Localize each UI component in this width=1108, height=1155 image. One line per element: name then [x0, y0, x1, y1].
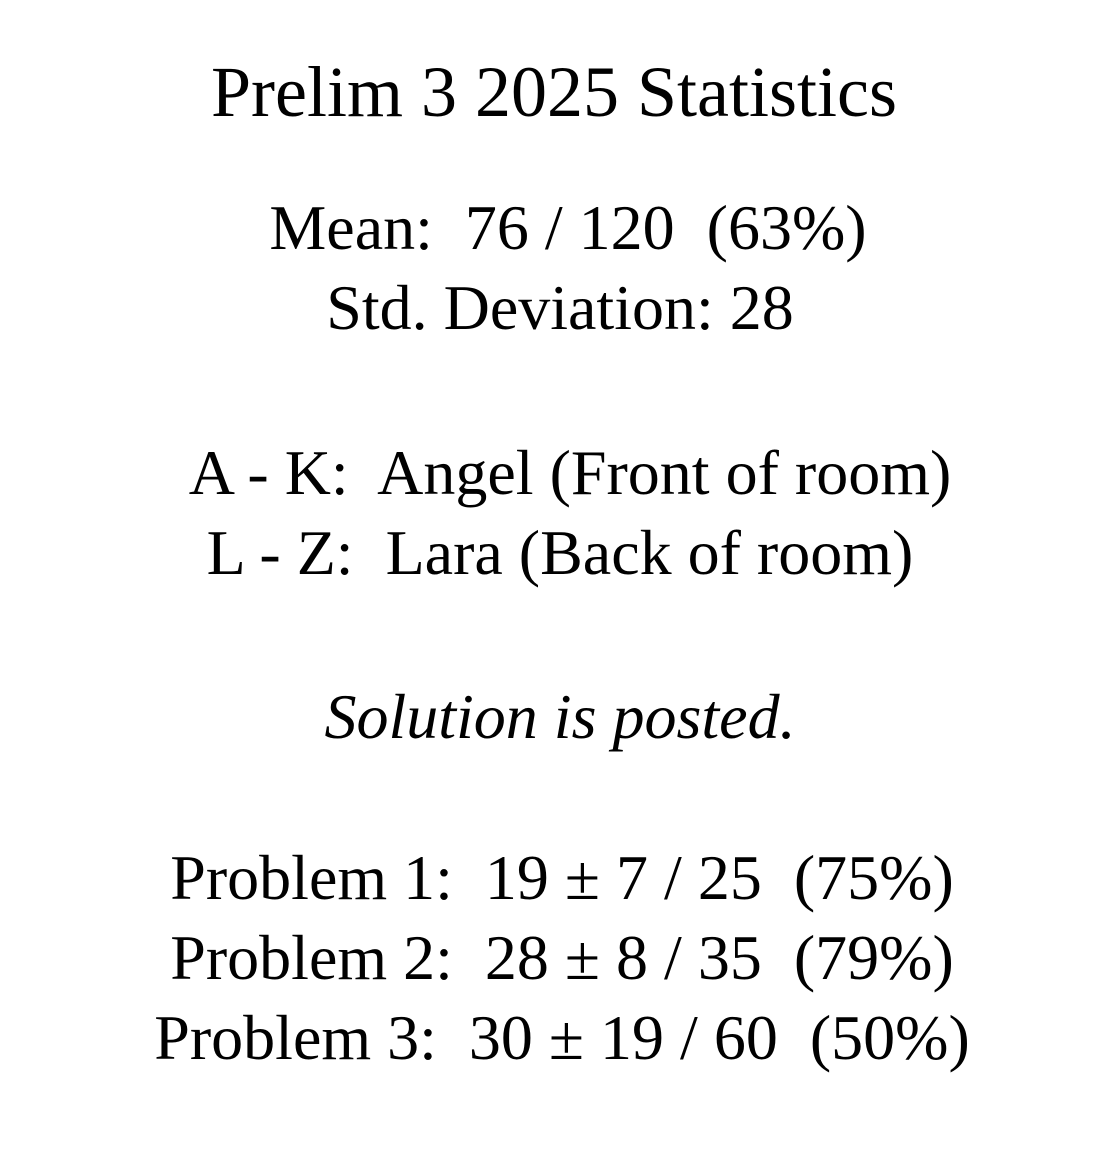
problem-1-stat: Problem 1: 19 ± 7 / 25 (75%) — [170, 842, 954, 913]
std-dev-stat: Std. Deviation: 28 — [326, 272, 794, 343]
page-title: Prelim 3 2025 Statistics — [210, 52, 897, 132]
group-l-z: L - Z: Lara (Back of room) — [206, 517, 914, 588]
problem-2-stat: Problem 2: 28 ± 8 / 35 (79%) — [170, 922, 954, 993]
mean-stat: Mean: 76 / 120 (63%) — [269, 192, 867, 263]
solution-note: Solution is posted. — [324, 681, 796, 752]
problem-3-stat: Problem 3: 30 ± 19 / 60 (50%) — [154, 1002, 970, 1073]
group-a-k: A - K: Angel (Front of room) — [188, 437, 952, 508]
